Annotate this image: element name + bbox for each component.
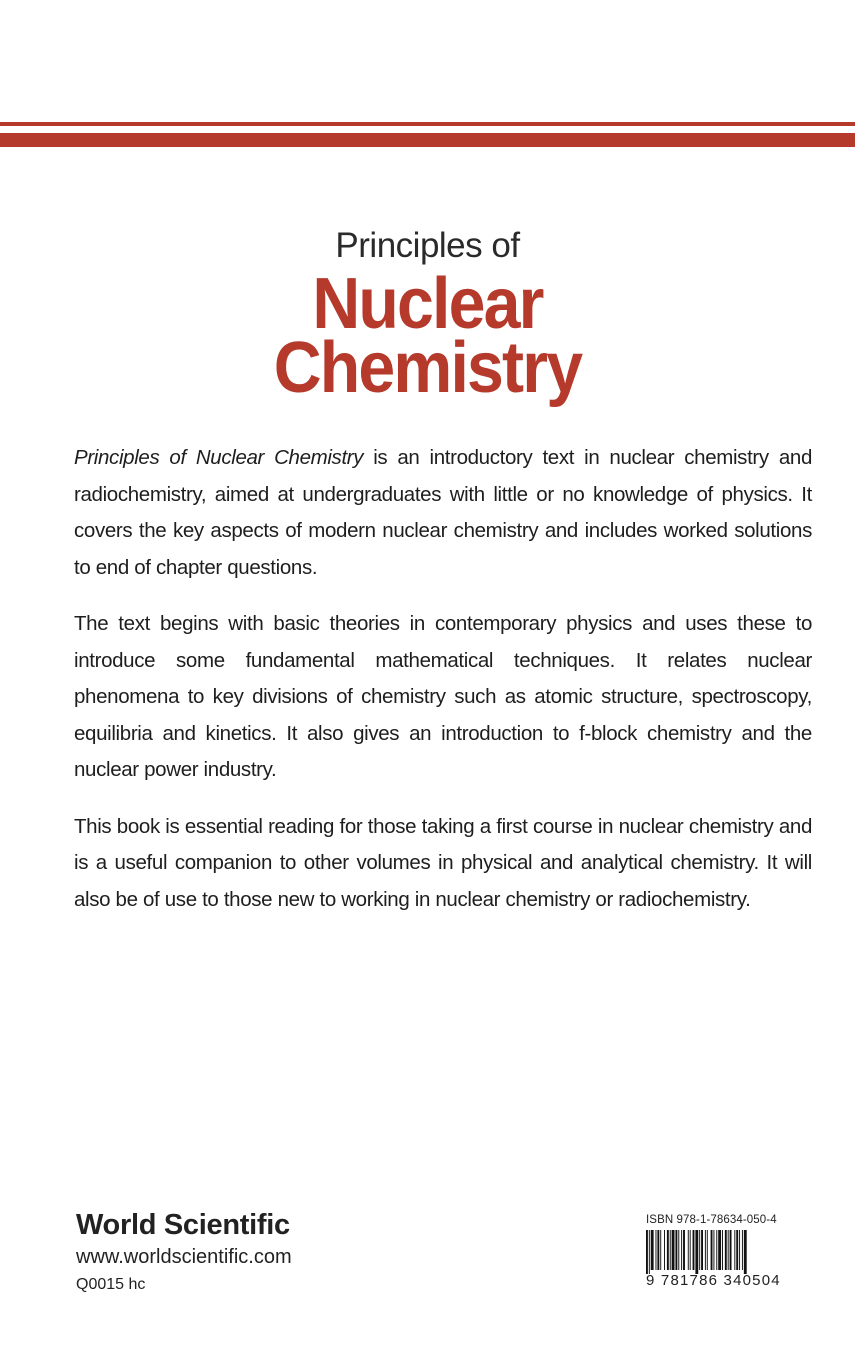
barcode-bar: [675, 1230, 677, 1270]
title-prefix: Principles of: [335, 226, 520, 265]
barcode-bar: [660, 1230, 661, 1270]
barcode-bar: [693, 1230, 695, 1270]
barcode-bar: [699, 1230, 700, 1270]
barcode-bar: [656, 1230, 657, 1270]
blurb-paragraph-2: The text begins with basic theories in contemporary physics and uses these to introduce some fundamental mathematical techniques. It relates nuclear phenomena to key divisions of chemistry such as atomic structure, spectroscopy, equilibria and kinetics. It also gives an introduction to f-block chemistry and the nuclear power industry.: [74, 612, 812, 781]
barcode-bar: [664, 1230, 665, 1270]
barcode-bar: [739, 1230, 740, 1270]
barcode-block: [646, 1214, 792, 1289]
blurb: [74, 440, 812, 938]
book-title: [0, 226, 855, 408]
barcode-icon: [646, 1230, 792, 1274]
barcode-bar: [705, 1230, 706, 1270]
blurb-book-title: Principles of Nuclear Chemistry: [74, 446, 364, 469]
isbn-label: ISBN 978-1-78634-050-4: [646, 1214, 777, 1226]
barcode-bar: [716, 1230, 717, 1270]
barcode-bar: [713, 1230, 714, 1270]
publisher-name: World Scientific: [76, 1209, 290, 1241]
barcode-bar: [734, 1230, 735, 1270]
barcode-bar: [707, 1230, 708, 1270]
barcode-bar: [672, 1230, 675, 1270]
barcode-bar: [725, 1230, 727, 1270]
barcode-bar: [711, 1230, 713, 1270]
barcode-bar: [657, 1230, 659, 1270]
publisher-url: www.worldscientific.com: [76, 1246, 292, 1268]
barcode-bar: [695, 1230, 698, 1274]
barcode-bar: [742, 1230, 743, 1270]
barcode-bar: [667, 1230, 669, 1270]
barcode-bar: [730, 1230, 732, 1270]
barcode-bar: [722, 1230, 723, 1270]
barcode-bar: [646, 1230, 648, 1274]
barcode-bar: [649, 1230, 650, 1274]
blurb-paragraph-1-text: is an introductory text in nuclear chemistry and radiochemistry, aimed at undergraduates with little or no knowledge of physics. It covers the key aspects of modern nuclear chemistry and includes worked solutions to end of chapter questions.: [74, 446, 812, 579]
barcode-bar: [701, 1230, 703, 1270]
barcode-bar: [683, 1230, 685, 1270]
product-code: Q0015 hc: [76, 1276, 146, 1293]
blurb-paragraph-1: [74, 440, 812, 586]
title-line-nuclear: Nuclear: [312, 264, 543, 344]
publisher-block: [76, 1208, 292, 1296]
barcode-bar: [688, 1230, 689, 1270]
barcode-bar: [728, 1230, 729, 1270]
barcode-bar: [670, 1230, 671, 1270]
barcode-bar: [736, 1230, 738, 1270]
barcode-bar: [718, 1230, 721, 1270]
barcode-bar: [678, 1230, 679, 1270]
title-line-chemistry: Chemistry: [273, 328, 582, 408]
barcode-bar: [744, 1230, 747, 1274]
top-rule-thick: [0, 133, 855, 147]
top-rule-thin: [0, 122, 855, 126]
barcode-bar: [690, 1230, 691, 1270]
barcode-bar: [681, 1230, 682, 1270]
barcode-digits: 9 781786 340504: [646, 1272, 781, 1289]
blurb-paragraph-3: This book is essential reading for those taking a first course in nuclear chemistry and is a useful companion to other volumes in physical and analytical chemistry. It will also be of use to those new to working in nuclear chemistry or radiochemistry.: [74, 814, 812, 911]
barcode-bar: [651, 1230, 654, 1270]
